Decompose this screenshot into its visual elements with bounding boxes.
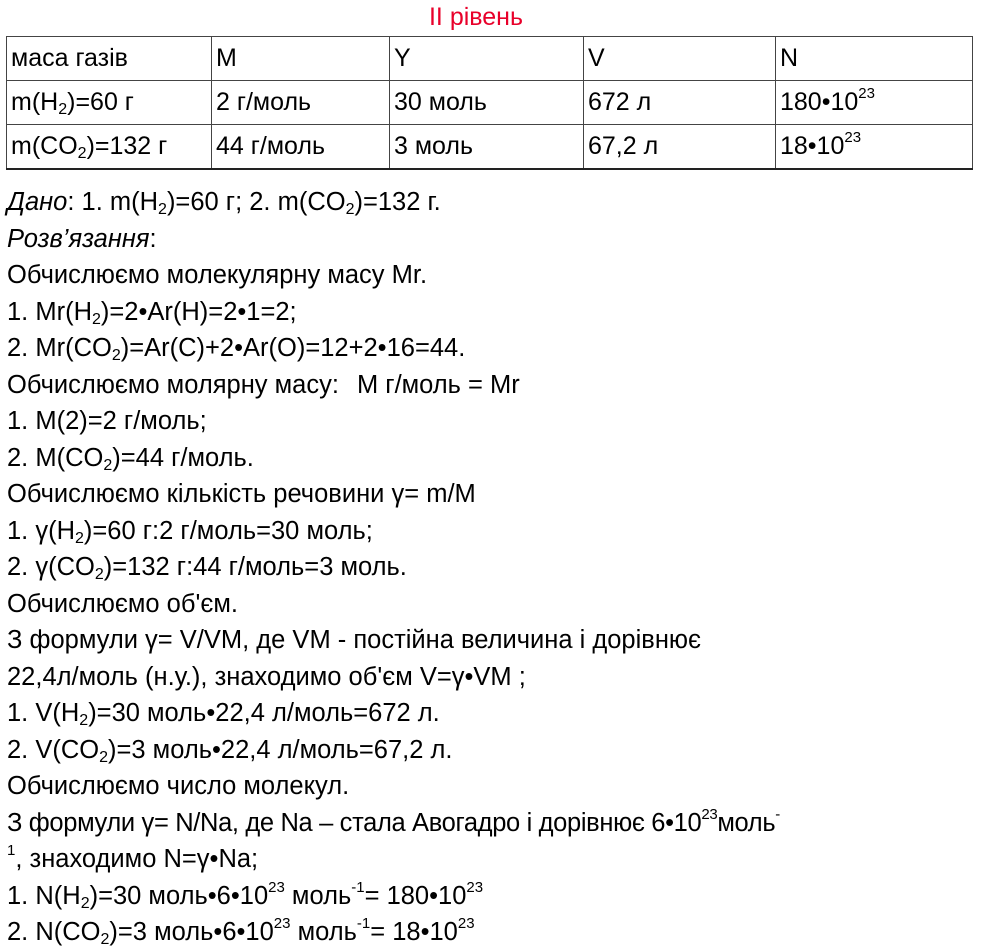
molecules-title: Обчислюємо число молекул. (7, 772, 350, 800)
page-heading: ІІ рівень (428, 3, 524, 31)
table-row (7, 81, 973, 125)
mr-title: Обчислюємо молекулярну масу Mr. (7, 261, 428, 289)
cell-molecules: $180•10^{23}$ (776, 81, 973, 125)
molecules-step-2: 2. $N(CO_2)=3$ $моль•6•10^{23}$ моль$^{-1}$= $18•10^{23}$ (7, 915, 475, 948)
volume-step-1: 1. $V(H_2)=30$ моль•22,4 л/моль=672 л. (7, 699, 440, 729)
amount-step-1: 1. $\gamma(H_2)=60$ г:2 г/моль=30 моль; (7, 516, 373, 547)
amount-title: Обчислюємо кількість речовини γ= m/M (7, 480, 476, 508)
molar-mass-title: Обчислюємо молярну масу: M г/моль = Mr (7, 370, 520, 399)
header-cell-molecules: N (776, 37, 973, 81)
solution-text (7, 184, 982, 951)
volume-formula-line-1: З формули γ= V/VM, де VM - постійна величина і дорівнює (7, 626, 702, 654)
solution-label-line: Розв’язання: (7, 224, 157, 253)
volume-title: Обчислюємо об'єм. (7, 589, 238, 618)
gas-data-table (6, 36, 973, 170)
molecules-formula-line-2: $^1$, знаходимо N=γ•Na; (7, 842, 259, 873)
given-line: Дано: 1. $m(H_2)=60$ г; 2. $m(CO_2)=132$ г. (7, 188, 441, 218)
table-row (7, 125, 973, 170)
volume-step-2: 2. $V(CO_2)=3$ моль•22,4 л/моль=67,2 л. (7, 735, 453, 766)
cell-volume: 67,2 л (584, 125, 776, 170)
cell-mass: $m(H_2)=60$ г (7, 81, 212, 125)
molar-mass-step-2: 2. $M(CO_2)=44$ г/моль. (7, 443, 254, 474)
mr-step-1: 1. $Mr(H_2)=2•Ar(H)=2•1=2$; (7, 297, 297, 328)
cell-volume: 672 л (584, 81, 776, 125)
cell-molar-mass: 2 г/моль (212, 81, 390, 125)
header-cell-volume: V (584, 37, 776, 81)
cell-mass: $m(CO_2)=132$ г (7, 125, 212, 170)
cell-molar-mass: 44 г/моль (212, 125, 390, 170)
amount-step-2: 2. $\gamma(CO_2)=132$ г:44 г/моль=3 моль. (7, 553, 407, 583)
molar-mass-step-1: 1. M(2)=2 г/моль; (7, 407, 207, 435)
header-cell-molar-mass: M (212, 37, 390, 81)
cell-amount: 3 моль (390, 125, 584, 170)
table-header-row (7, 37, 973, 81)
volume-formula-line-2: 22,4л/моль (н.у.), знаходимо об'єм V=γ•VM ; (7, 662, 526, 691)
cell-molecules: $18•10^{23}$ (776, 125, 973, 170)
molecules-step-1: 1. $N(H_2)=30$ $моль•6•10^{23}$ моль$^{-1}$= $180•10^{23}$ (7, 878, 484, 912)
mr-step-2: 2. $Mr(CO_2)=Ar(C)+2•Ar(O)=12+2•16=44$. (7, 334, 466, 364)
header-cell-amount: Y (390, 37, 584, 81)
cell-amount: 30 моль (390, 81, 584, 125)
header-cell-mass: маса газів (7, 37, 212, 81)
molecules-formula-line-1: З формули γ= N/Na, де Na – стала Авогадро і дорівнює $6•10^{23}моль^-$ (7, 805, 780, 837)
